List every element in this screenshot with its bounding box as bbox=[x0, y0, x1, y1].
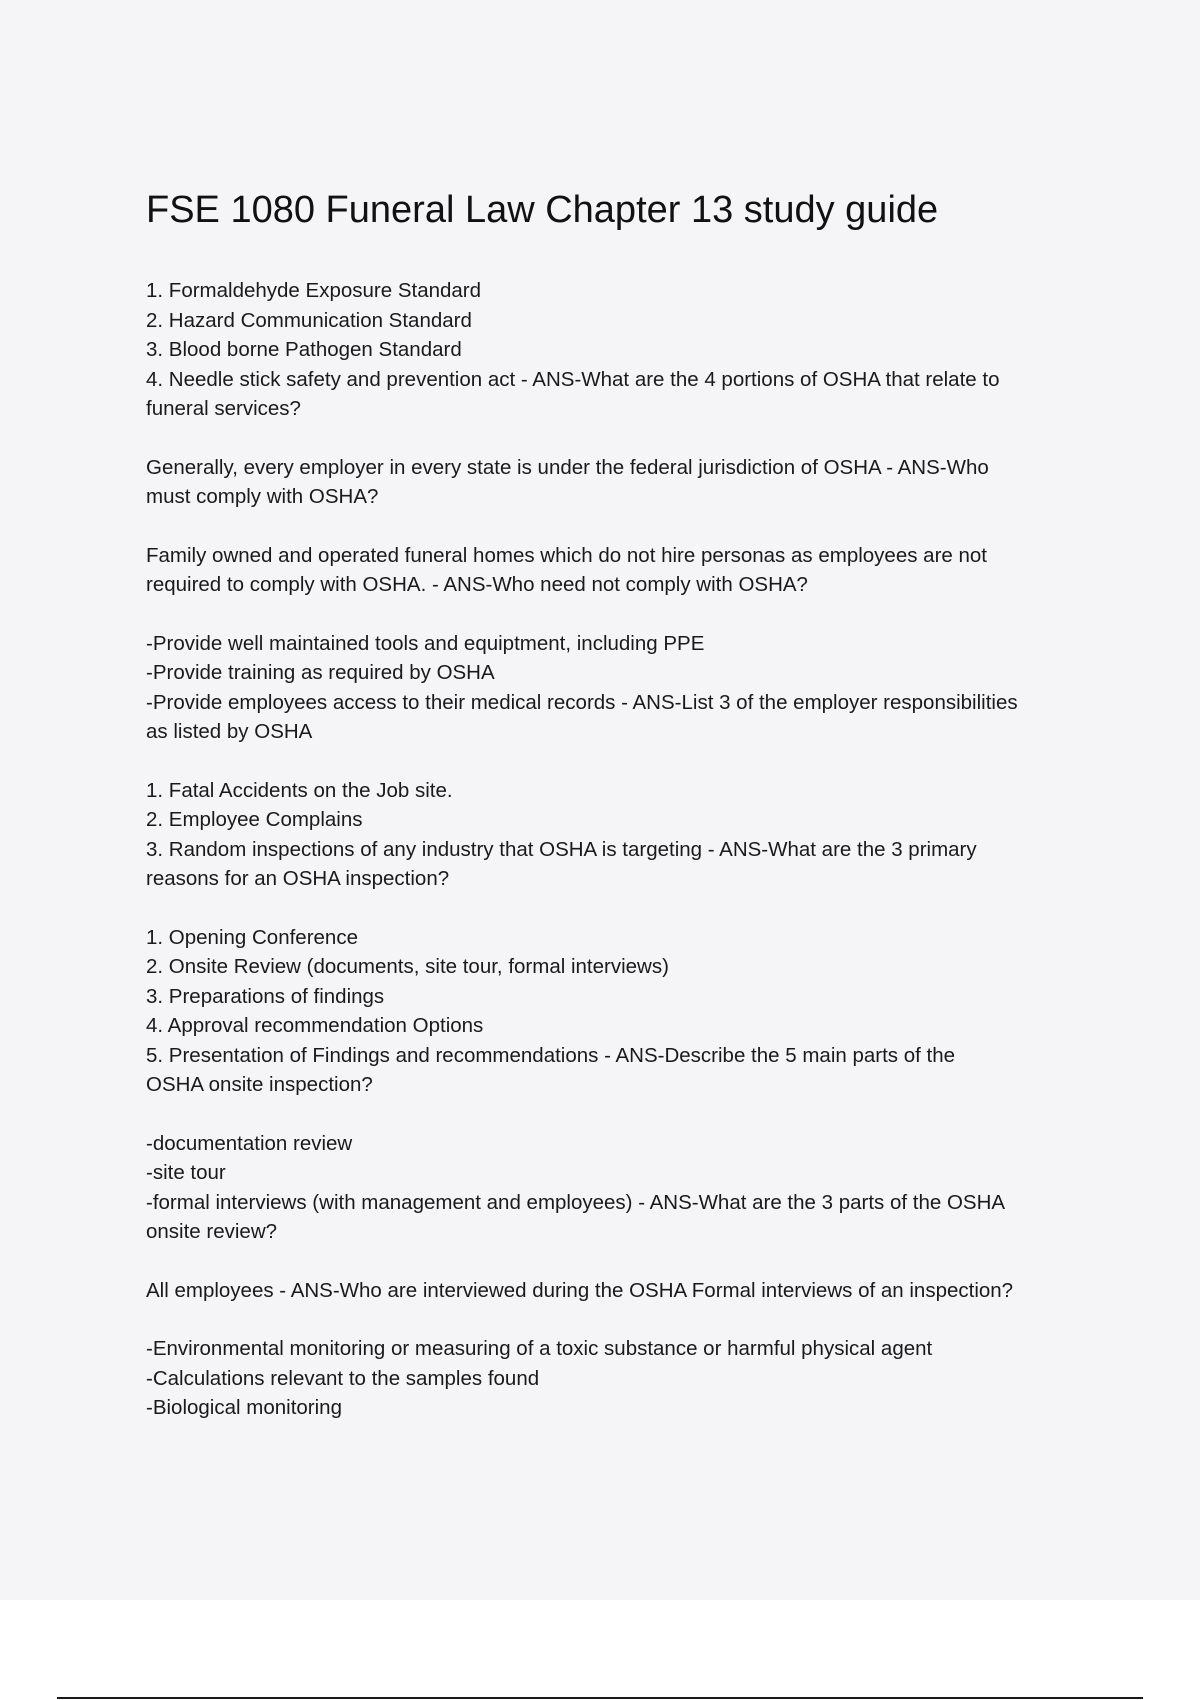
text-line: 2. Employee Complains bbox=[146, 808, 363, 831]
qa-block bbox=[146, 541, 1096, 600]
text-line: 1. Formaldehyde Exposure Standard bbox=[146, 279, 482, 302]
text-line: 2. Onsite Review (documents, site tour, formal interviews) bbox=[146, 955, 669, 978]
text-line: reasons for an OSHA inspection? bbox=[146, 867, 450, 890]
text-line: -Biological monitoring bbox=[146, 1396, 342, 1419]
text-line: funeral services? bbox=[146, 397, 301, 420]
text-line: 3. Preparations of findings bbox=[146, 984, 385, 1008]
text-line: -Provide employees access to their medical records - ANS-List 3 of the employer responsibilities bbox=[146, 690, 1018, 714]
text-line: -documentation review bbox=[146, 1131, 353, 1155]
document-title: FSE 1080 Funeral Law Chapter 13 study guide bbox=[146, 189, 939, 231]
text-line: 4. Needle stick safety and prevention act - ANS-What are the 4 portions of OSHA that relate to bbox=[146, 367, 1000, 391]
text-line: OSHA onsite inspection? bbox=[146, 1073, 373, 1096]
bottom-divider bbox=[57, 1697, 1143, 1699]
text-line: -site tour bbox=[146, 1161, 226, 1184]
text-line: 4. Approval recommendation Options bbox=[146, 1014, 484, 1037]
qa-block bbox=[146, 1129, 1096, 1247]
qa-block bbox=[146, 629, 1096, 747]
text-line: required to comply with OSHA. - ANS-Who need not comply with OSHA? bbox=[146, 573, 808, 596]
text-line: -Calculations relevant to the samples found bbox=[146, 1366, 540, 1390]
text-line: Family owned and operated funeral homes which do not hire personas as employees are not bbox=[146, 543, 987, 567]
qa-block bbox=[146, 1334, 1096, 1423]
text-line: 1. Opening Conference bbox=[146, 925, 358, 949]
text-line: All employees - ANS-Who are interviewed during the OSHA Formal interviews of an inspection? bbox=[146, 1278, 1014, 1302]
text-line: -Environmental monitoring or measuring of a toxic substance or harmful physical agent bbox=[146, 1337, 933, 1360]
qa-block bbox=[146, 776, 1096, 894]
text-line: -formal interviews (with management and employees) - ANS-What are the 3 parts of the OSHA bbox=[146, 1190, 1006, 1214]
qa-block bbox=[146, 923, 1096, 1100]
text-line: 5. Presentation of Findings and recommendations - ANS-Describe the 5 main parts of the bbox=[146, 1043, 956, 1067]
text-line: 3. Blood borne Pathogen Standard bbox=[146, 338, 462, 361]
text-line: -Provide training as required by OSHA bbox=[146, 661, 495, 684]
document-content bbox=[146, 186, 1096, 1452]
text-line: 3. Random inspections of any industry that OSHA is targeting - ANS-What are the 3 primary bbox=[146, 837, 977, 861]
text-line: 1. Fatal Accidents on the Job site. bbox=[146, 778, 453, 802]
text-line: Generally, every employer in every state is under the federal jurisdiction of OSHA - ANS-Who bbox=[146, 455, 989, 479]
text-line: 2. Hazard Communication Standard bbox=[146, 308, 472, 332]
qa-block bbox=[146, 276, 1096, 424]
text-line: onsite review? bbox=[146, 1220, 278, 1243]
qa-block bbox=[146, 1276, 1096, 1306]
text-line: -Provide well maintained tools and equiptment, including PPE bbox=[146, 631, 705, 655]
text-line: as listed by OSHA bbox=[146, 720, 313, 743]
text-line: must comply with OSHA? bbox=[146, 485, 379, 508]
qa-block bbox=[146, 453, 1096, 512]
